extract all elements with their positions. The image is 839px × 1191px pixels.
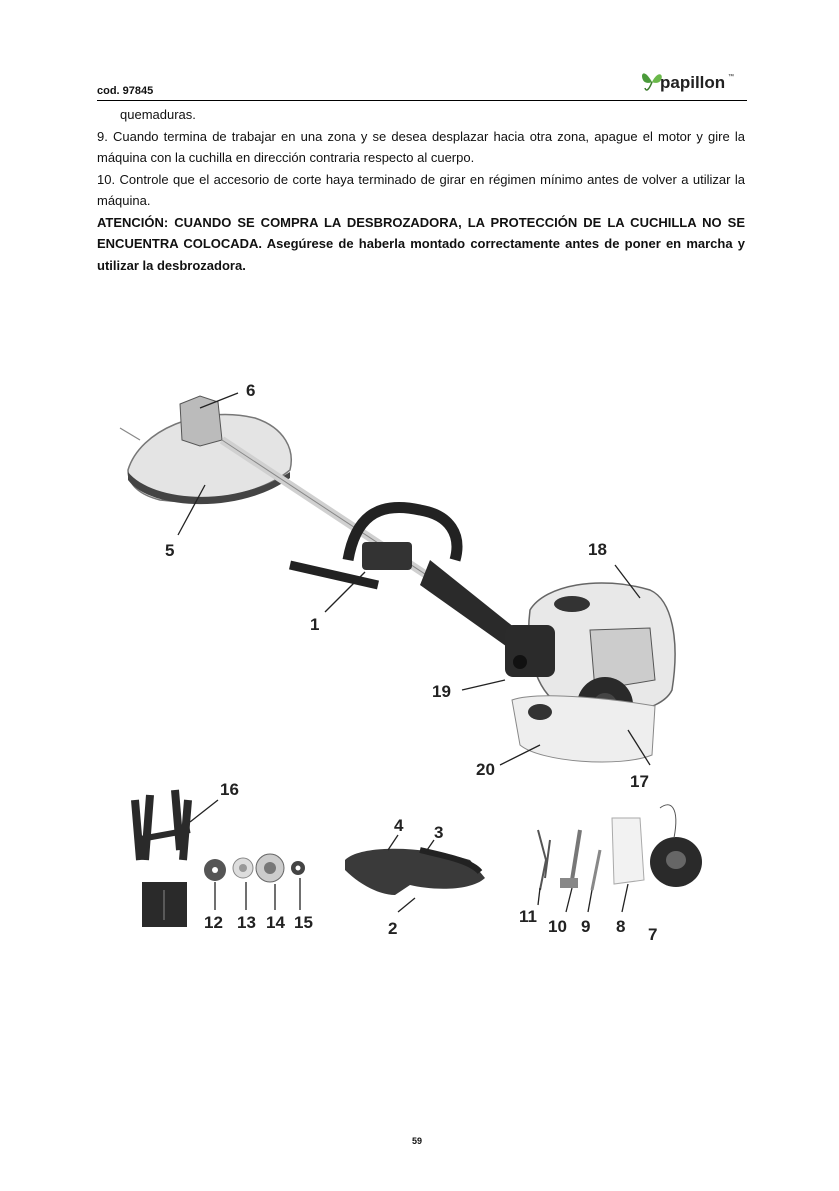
warning-rest: Asegúrese de haberla montado correctamente antes de poner en marcha y utilizar la desbrozadora. (97, 236, 745, 273)
callout-9: 9 (581, 917, 591, 936)
instruction-item-9: 9. Cuando termina de trabajar en una zona y se desea desplazar hacia otra zona, apague el motor y gire la máquina con la cuchilla en dirección contraria respecto al cuerpo. (97, 128, 745, 165)
washer-set (204, 854, 305, 882)
callout-3: 3 (434, 823, 444, 842)
continuation-line: quemaduras. (120, 107, 196, 122)
engine-body (505, 583, 675, 762)
callout-14: 14 (266, 913, 285, 932)
instruction-item-10: 10. Controle que el accesorio de corte haya terminado de girar en régimen mínimo antes de volver a utilizar la máquina. (97, 171, 745, 208)
callout-11: 11 (519, 907, 537, 926)
callout-16: 16 (220, 780, 239, 799)
callout-17: 17 (630, 772, 649, 791)
callout-6: 6 (246, 381, 256, 400)
shoulder-harness (135, 790, 190, 927)
callout-4: 4 (394, 816, 404, 835)
callout-8: 8 (616, 917, 626, 936)
callout-18: 18 (588, 540, 607, 559)
callout-1: 1 (310, 615, 320, 634)
callout-5: 5 (165, 541, 175, 560)
callout-12: 12 (204, 913, 223, 932)
callout-7: 7 (648, 925, 658, 944)
page-number: 59 (412, 1136, 423, 1146)
callout-20: 20 (476, 760, 495, 779)
brand-name: papillon (660, 73, 726, 92)
trademark-mark: ™ (728, 74, 734, 80)
document-code: cod. 97845 (97, 85, 154, 97)
callout-15: 15 (294, 913, 313, 932)
callout-19: 19 (432, 682, 451, 701)
rear-handle-part (345, 849, 485, 895)
callout-13: 13 (237, 913, 256, 932)
callout-2: 2 (388, 919, 398, 938)
tool-kit (538, 805, 702, 890)
blade-guard (120, 396, 291, 504)
warning-caps: ATENCIÓN: CUANDO SE COMPRA LA DESBROZADORA, LA PROTECCIÓN DE LA CUCHILLA NO SE ENCUENTRA COLOCADA. (97, 214, 745, 251)
callout-10: 10 (548, 917, 567, 936)
